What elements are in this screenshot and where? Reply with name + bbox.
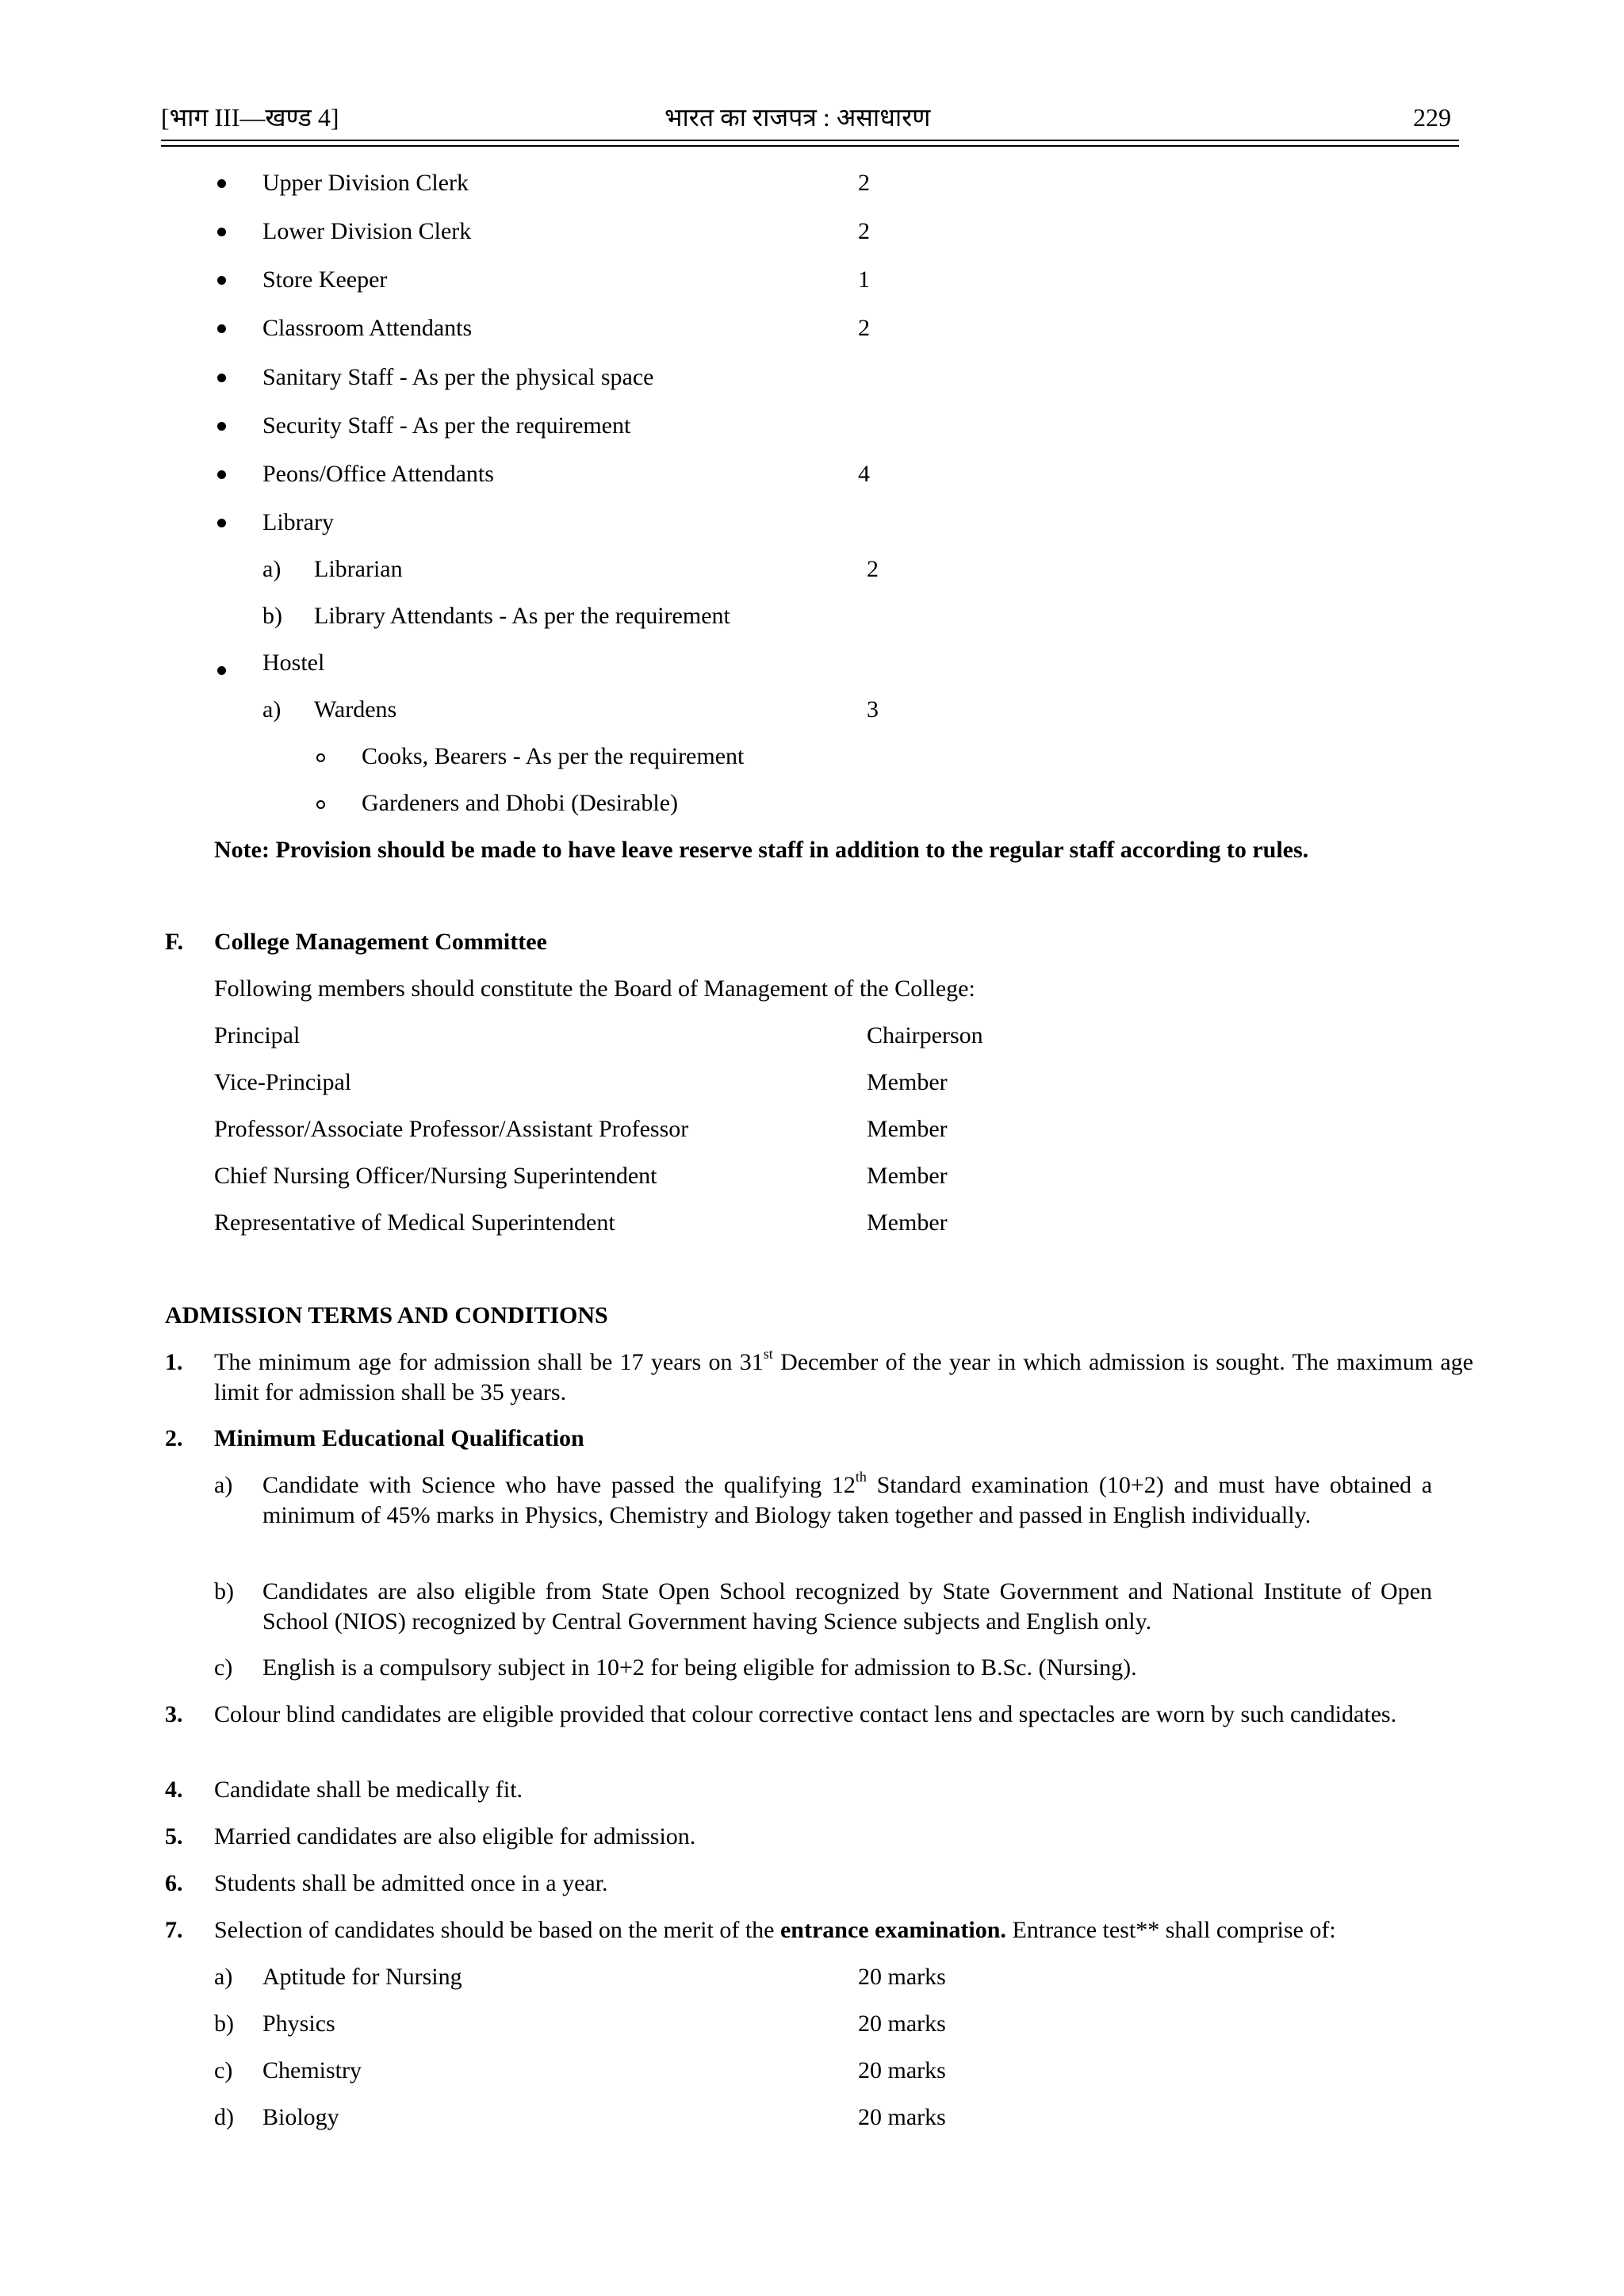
admission-title: ADMISSION TERMS AND CONDITIONS — [165, 1302, 608, 1328]
exam-marks: 20 marks — [858, 2104, 946, 2130]
sub-marker: d) — [214, 2104, 234, 2130]
bullet-icon — [217, 666, 226, 675]
qualification-a: Candidate with Science who have passed the qualifying 12th Standard examination (10+2) and must have obtained a minimum of 45% marks in Physics, Chemistry and Biology taken together and passed in English individually. — [262, 1469, 1433, 1528]
exam-subject: Physics — [262, 2010, 335, 2037]
staff-label: Peons/Office Attendants — [262, 461, 494, 487]
header-section-label: [भाग III—खण्ड 4] — [161, 103, 339, 132]
sub-marker: b) — [214, 1578, 234, 1604]
bullet-icon — [217, 324, 226, 333]
staff-label: Classroom Attendants — [262, 315, 473, 341]
library-marker: a) — [262, 556, 282, 582]
staff-count: 4 — [858, 461, 870, 487]
bullet-icon — [217, 519, 226, 527]
hostel-count: 3 — [867, 696, 879, 723]
sub-marker: b) — [214, 2010, 234, 2037]
bullet-icon — [217, 228, 226, 236]
committee-position: Chairperson — [867, 1022, 983, 1048]
hostel-label: Wardens — [314, 696, 397, 723]
bullet-icon — [217, 179, 226, 188]
library-count: 2 — [867, 556, 879, 582]
header-rule-top — [161, 140, 1459, 141]
qualification-b: Candidates are also eligible from State Open School recognized by State Government and National Institute of Open School (NIOS) recognized by Central Government having Science subjects and English only. — [262, 1578, 1432, 1635]
committee-role: Representative of Medical Superintendent — [214, 1209, 615, 1236]
committee-position: Member — [867, 1163, 948, 1189]
item-number: 1. — [165, 1349, 183, 1375]
committee-position: Member — [867, 1069, 948, 1095]
sub-marker: c) — [214, 2057, 233, 2083]
staff-label: Library — [262, 509, 334, 535]
exam-marks: 20 marks — [858, 2057, 946, 2083]
circle-bullet-icon — [316, 800, 325, 809]
admission-item-colour-blind: Colour blind candidates are eligible provided that colour corrective contact lens and spectacles are worn by such candidates. — [214, 1701, 1397, 1727]
hostel-marker: a) — [262, 696, 282, 723]
staff-count: 2 — [858, 315, 870, 341]
exam-marks: 20 marks — [858, 1964, 946, 1990]
exam-subject: Chemistry — [262, 2057, 362, 2083]
admission-item-married: Married candidates are also eligible for admission. — [214, 1823, 696, 1849]
qualification-c: English is a compulsory subject in 10+2 for being eligible for admission to B.Sc. (Nursing). — [262, 1654, 1137, 1681]
sub-marker: a) — [214, 1964, 233, 1990]
bullet-icon — [217, 276, 226, 285]
bullet-icon — [217, 374, 226, 382]
staff-count: 2 — [858, 218, 870, 244]
header-page-number: 229 — [1413, 103, 1451, 132]
bullet-icon — [217, 470, 226, 479]
hostel-sub-item: Gardeners and Dhobi (Desirable) — [362, 790, 679, 816]
committee-marker: F. — [165, 929, 184, 955]
staff-label: Hostel — [262, 650, 325, 676]
committee-role: Professor/Associate Professor/Assistant Professor — [214, 1116, 689, 1142]
bullet-icon — [217, 422, 226, 431]
committee-title: College Management Committee — [214, 929, 547, 955]
item-number: 4. — [165, 1777, 183, 1803]
item-number: 5. — [165, 1823, 183, 1849]
library-label: Library Attendants - As per the requirement — [314, 603, 730, 629]
staff-label: Sanitary Staff - As per the physical space — [262, 364, 654, 390]
item-number: 7. — [165, 1917, 183, 1943]
exam-marks: 20 marks — [858, 2010, 946, 2037]
library-label: Librarian — [314, 556, 403, 582]
committee-intro: Following members should constitute the Board of Management of the College: — [214, 976, 975, 1002]
item-number: 2. — [165, 1425, 183, 1451]
item-number: 3. — [165, 1701, 183, 1727]
committee-role: Principal — [214, 1022, 301, 1048]
committee-role: Vice-Principal — [214, 1069, 352, 1095]
hostel-sub-item: Cooks, Bearers - As per the requirement — [362, 743, 745, 769]
committee-position: Member — [867, 1116, 948, 1142]
staff-note: Note: Provision should be made to have leave reserve staff in addition to the regular staff according to rules. — [214, 837, 1309, 863]
qualification-title: Minimum Educational Qualification — [214, 1425, 584, 1451]
admission-item-selection: Selection of candidates should be based on the merit of the entrance examination. Entrance test** shall comprise of: — [214, 1917, 1336, 1943]
exam-subject: Aptitude for Nursing — [262, 1964, 462, 1990]
committee-role: Chief Nursing Officer/Nursing Superintendent — [214, 1163, 657, 1189]
admission-item-age: The minimum age for admission shall be 17 years on 31st December of the year in which admission is sought. The maximum age limit for admission shall be 35 years. — [214, 1346, 1473, 1405]
staff-label: Lower Division Clerk — [262, 218, 472, 244]
staff-count: 2 — [858, 170, 870, 196]
staff-label: Store Keeper — [262, 266, 388, 293]
committee-position: Member — [867, 1209, 948, 1236]
staff-label: Upper Division Clerk — [262, 170, 469, 196]
exam-subject: Biology — [262, 2104, 339, 2130]
admission-item-medical: Candidate shall be medically fit. — [214, 1777, 523, 1803]
staff-count: 1 — [858, 266, 870, 293]
item-number: 6. — [165, 1870, 183, 1896]
library-marker: b) — [262, 603, 282, 629]
staff-label: Security Staff - As per the requirement — [262, 412, 631, 439]
admission-item-once-a-year: Students shall be admitted once in a year. — [214, 1870, 608, 1896]
header-rule-bottom — [161, 145, 1459, 147]
sub-marker: c) — [214, 1654, 233, 1681]
circle-bullet-icon — [316, 753, 325, 762]
sub-marker: a) — [214, 1472, 233, 1498]
header-gazette-title: भारत का राजपत्र : असाधारण — [665, 103, 931, 132]
